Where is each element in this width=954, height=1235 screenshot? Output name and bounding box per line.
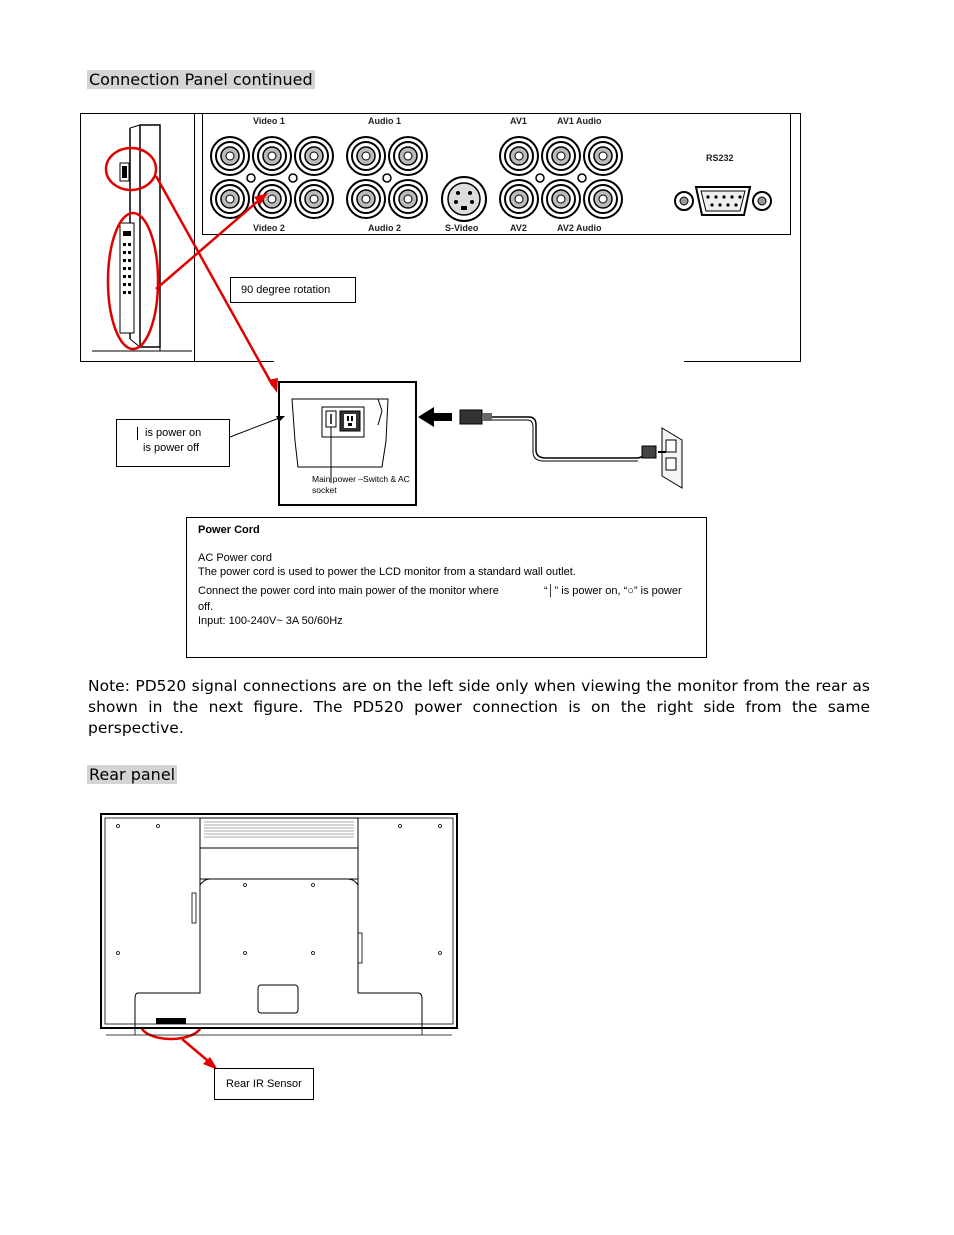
label-av1: AV1 [510, 116, 527, 126]
power-cord-description-box [186, 517, 707, 658]
power-cord-line3a: Connect the power cord into main power of the monitor where [198, 585, 499, 597]
power-cord-line3c: off. [198, 601, 214, 613]
section-heading-connection: Connection Panel continued [89, 70, 313, 89]
power-cord-title: Power Cord [198, 524, 260, 536]
note-paragraph: Note: PD520 signal connections are on the left side only when viewing the monitor from the rear as shown in the next figure. The PD520 power connection is on the right side from the same perspective. [88, 677, 870, 737]
label-audio2: Audio 2 [368, 223, 401, 233]
label-svideo: S-Video [445, 223, 479, 233]
label-video1: Video 1 [253, 116, 285, 126]
power-on-text: is power on [145, 427, 202, 439]
power-off-text: is power off [143, 442, 200, 454]
section-heading-rear-panel: Rear panel [89, 765, 176, 784]
socket-caption: Main power –Switch & AC socket [312, 474, 410, 495]
rotation-callout: 90 degree rotation [230, 277, 356, 303]
label-av2-audio: AV2 Audio [557, 223, 602, 233]
label-av1-audio: AV1 Audio [557, 116, 602, 126]
power-cord-line2: The power cord is used to power the LCD monitor from a standard wall outlet. [198, 566, 576, 578]
label-video2: Video 2 [253, 223, 285, 233]
power-cord-line3b: “│” is power on, “○” is power [544, 585, 682, 597]
rear-ir-sensor-callout: Rear IR Sensor [214, 1068, 314, 1100]
label-rs232: RS232 [706, 153, 734, 163]
label-audio1: Audio 1 [368, 116, 401, 126]
rear-panel-illustration [100, 813, 460, 1043]
power-cord-line1: AC Power cord [198, 552, 272, 564]
power-cord-line4: Input: 100-240V~ 3A 50/60Hz [198, 615, 343, 627]
label-av2: AV2 [510, 223, 527, 233]
